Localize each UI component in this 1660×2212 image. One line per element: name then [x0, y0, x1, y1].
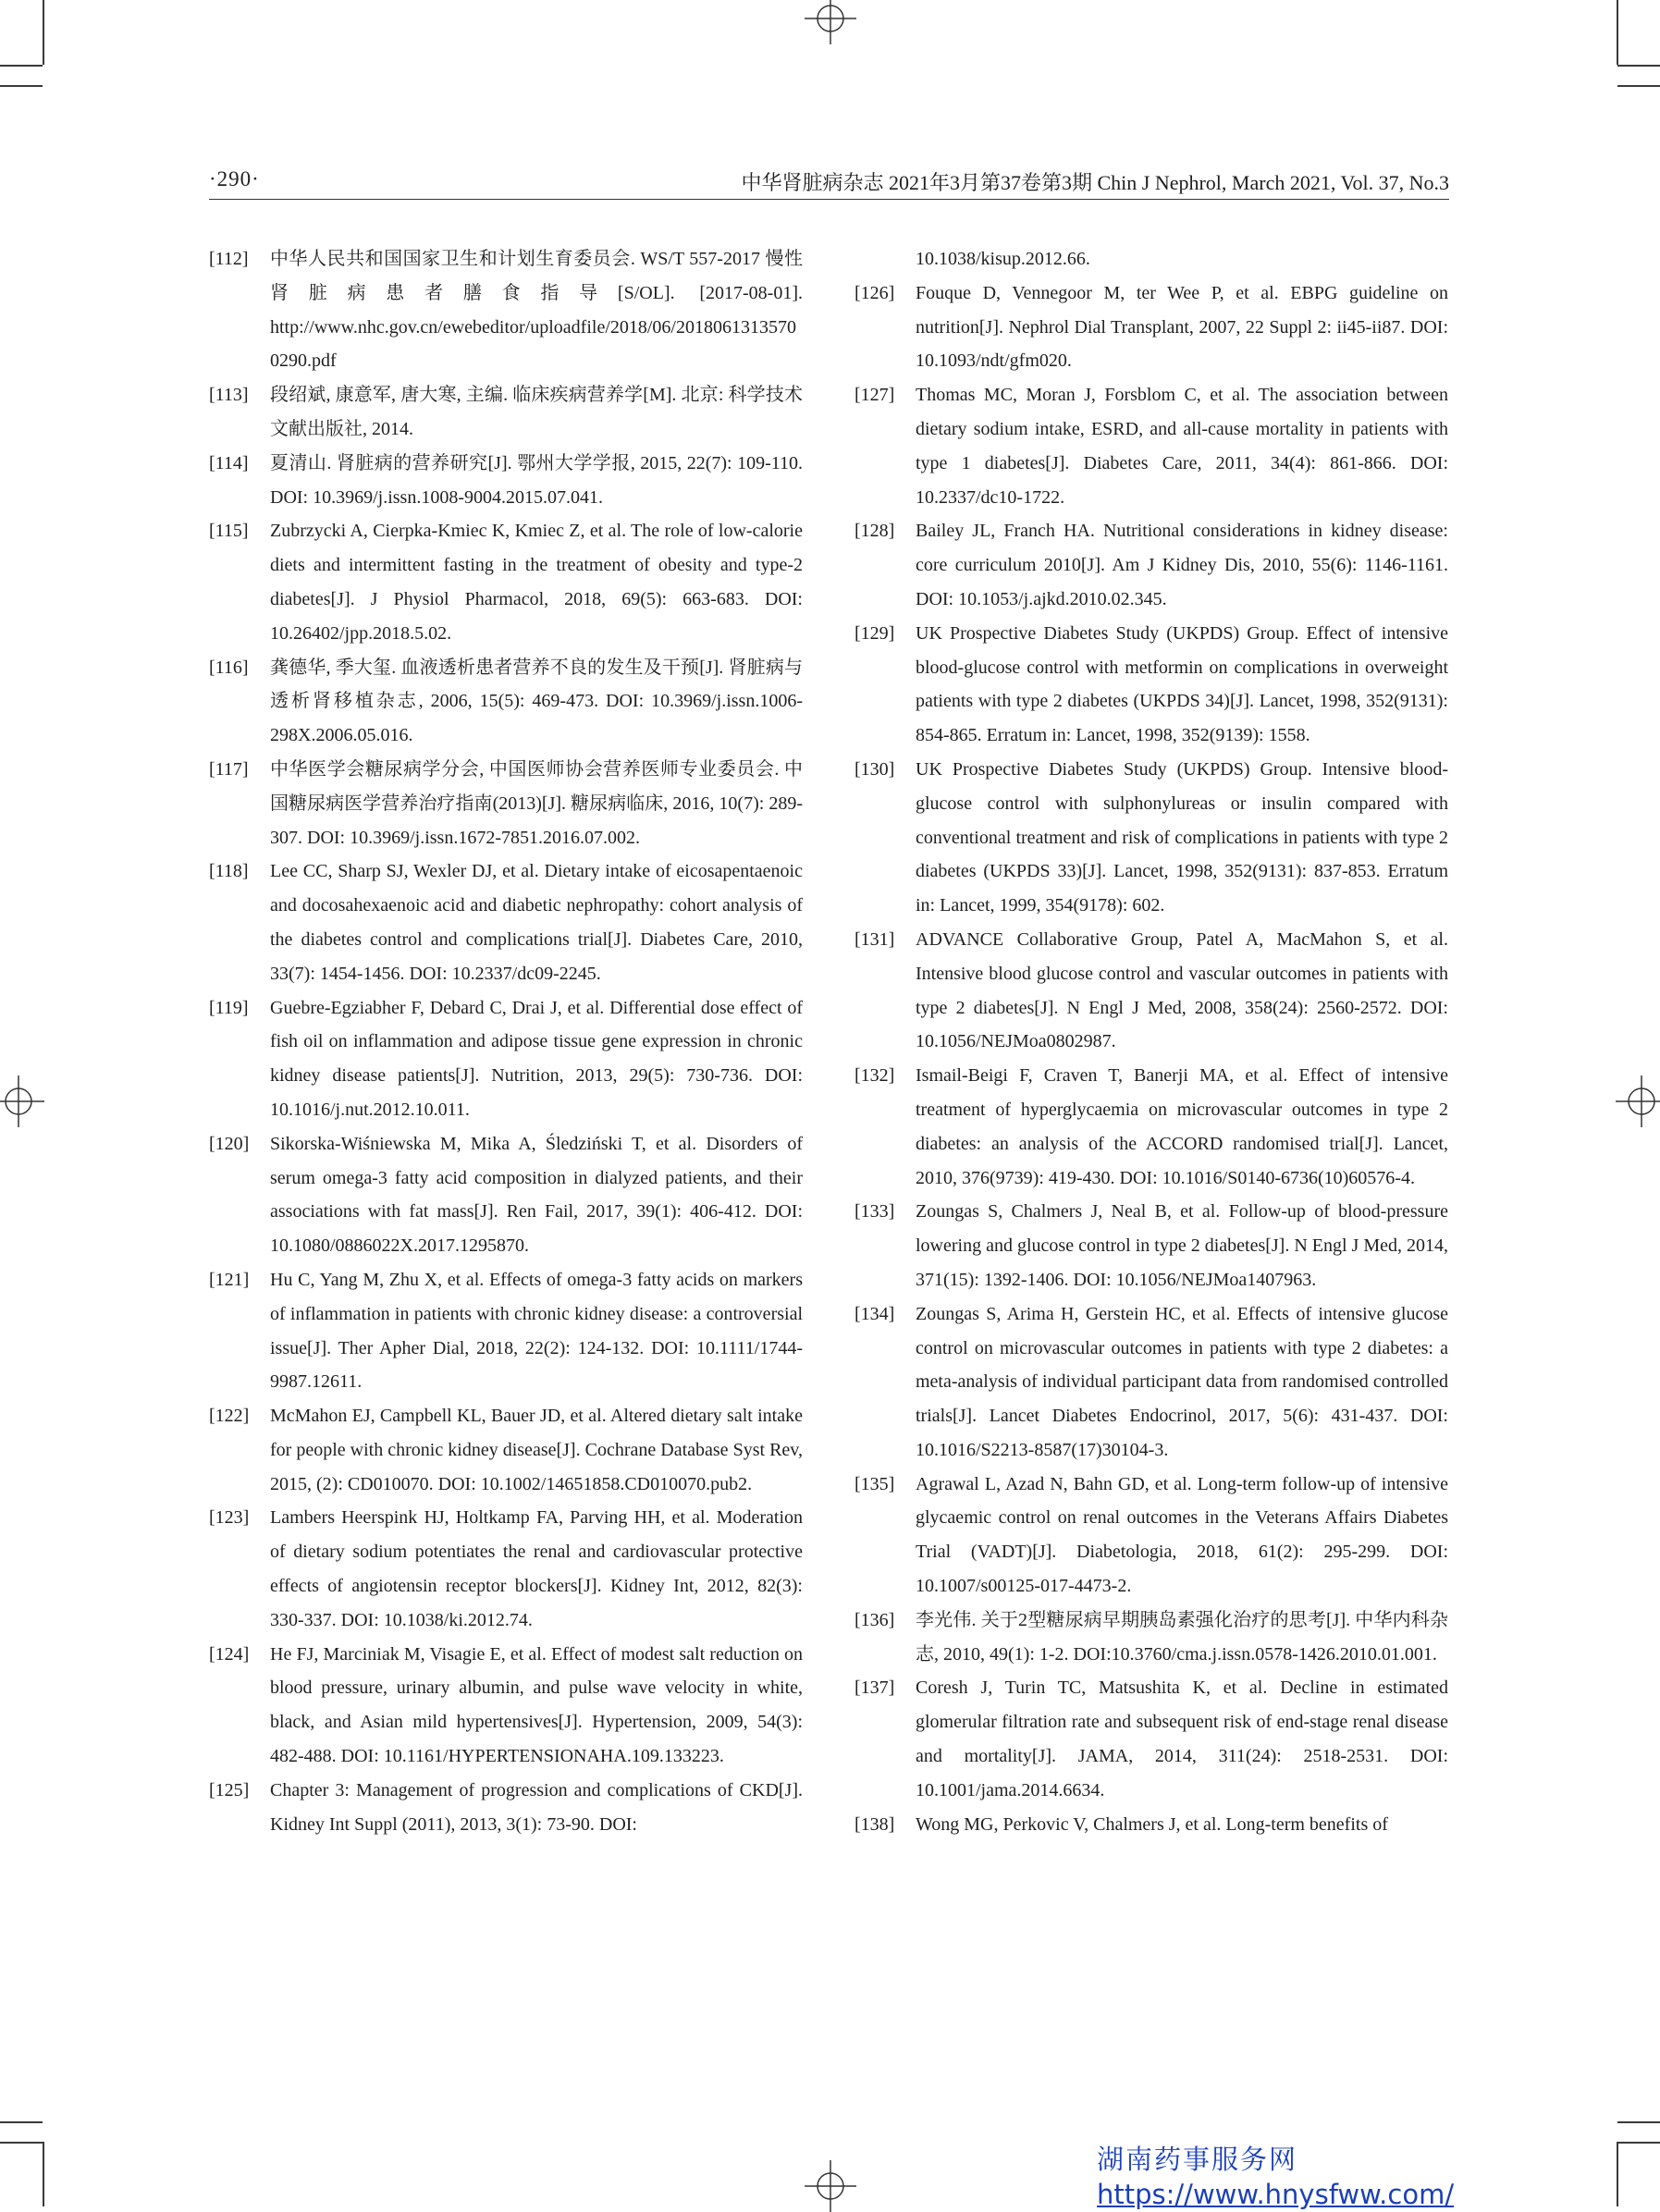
reference-text: Wong MG, Perkovic V, Chalmers J, et al. Long-term benefits of — [916, 1813, 1388, 1835]
reference-text: Zoungas S, Chalmers J, Neal B, et al. Follow-up of blood-pressure lowering and glucose control in type 2 diabetes[J]. N Engl J Med, 2014, 371(15): 1392-1406. DOI: 10.1056/NEJMoa1407963. — [916, 1201, 1448, 1290]
reference-item — [209, 447, 803, 515]
crop-mark — [1617, 0, 1618, 65]
reference-text: Zubrzycki A, Cierpka-Kmiec K, Kmiec Z, et al. The role of low-calorie diets and intermittent fasting in the treatment of obesity and type-2 diabetes[J]. J Physiol Pharmacol, 2018, 69(5): 663-683. DOI: 10.26402/jpp.2018.5.02. — [270, 521, 803, 644]
watermark — [1097, 2139, 1454, 2210]
reference-item — [855, 617, 1448, 753]
reference-number: [133] — [855, 1201, 895, 1223]
reference-item — [209, 854, 803, 990]
registration-mark-icon — [805, 0, 856, 44]
reference-column-left — [209, 242, 803, 1841]
reference-text: Lambers Heerspink HJ, Holtkamp FA, Parving HH, et al. Moderation of dietary sodium potentiates the renal and cardiovascular protective effects of angiotensin receptor blockers[J]. Kidney Int, 2012, 82(3): 330-337. DOI: 10.1038/ki.2012.74. — [270, 1507, 803, 1630]
reference-number: [130] — [855, 758, 895, 780]
reference-item — [209, 1127, 803, 1263]
reference-item — [209, 514, 803, 650]
crop-mark — [0, 85, 43, 87]
reference-item — [209, 651, 803, 753]
reference-item — [855, 1808, 1448, 1842]
reference-text: 龚德华, 季大玺. 血液透析患者营养不良的发生及干预[J]. 肾脏病与透析肾移植杂志, 2006, 15(5): 469-473. DOI: 10.3969/j.issn.1006-298X.2006.05.016. — [270, 657, 803, 746]
reference-text: Thomas MC, Moran J, Forsblom C, et al. The association between dietary sodium intake, ESRD, and all-cause mortality in patients with type 1 diabetes[J]. Diabetes Care, 2011, 34(4): 861-866. DOI: 10.2337/dc10-1722. — [916, 385, 1448, 508]
reference-number: [117] — [209, 758, 249, 780]
watermark-url[interactable]: https://www.hnysfww.com/ — [1097, 2179, 1455, 2210]
reference-item — [209, 378, 803, 447]
reference-item — [855, 378, 1448, 514]
reference-number: [125] — [209, 1779, 250, 1800]
reference-column-right — [855, 242, 1448, 1841]
reference-item — [855, 753, 1448, 923]
reference-item — [855, 1195, 1448, 1296]
reference-number: [138] — [855, 1813, 895, 1835]
reference-text: Lee CC, Sharp SJ, Wexler DJ, et al. Dietary intake of eicosapentaenoic and docosahexaenoic acid and diabetic nephropathy: cohort analysis of the diabetes control and complications trial[J]. Diabetes Care, 2010, 33(7): 1454-1456. DOI: 10.2337/dc09-2245. — [270, 861, 803, 984]
reference-number: [119] — [209, 997, 249, 1018]
reference-item — [209, 1774, 803, 1842]
reference-number: [115] — [209, 521, 249, 542]
crop-mark — [0, 2142, 43, 2144]
reference-text: Ismail-Beigi F, Craven T, Banerji MA, et al. Effect of intensive treatment of hyperglycaemia on microvascular outcomes in type 2 diabetes: an analysis of the ACCORD randomised trial[J]. Lancet, 2010, 376(9739): 419-430. DOI: 10.1016/S0140-6736(10)60576-4. — [916, 1065, 1448, 1188]
reference-item — [209, 753, 803, 854]
crop-mark — [43, 0, 44, 65]
reference-item — [209, 242, 803, 378]
reference-number: [126] — [855, 282, 895, 303]
reference-number: [122] — [209, 1406, 250, 1427]
reference-number: [121] — [209, 1269, 250, 1290]
reference-text: 中华医学会糖尿病学分会, 中国医师协会营养医师专业委员会. 中国糖尿病医学营养治疗指南(2013)[J]. 糖尿病临床, 2016, 10(7): 289-307. DOI: 10.3969/j.issn.1672-7851.2016.07.002. — [270, 758, 803, 848]
reference-item — [855, 276, 1448, 378]
reference-number: [131] — [855, 928, 895, 950]
crop-mark — [1617, 2121, 1660, 2123]
journal-citation-line: 中华肾脏病杂志 2021年3月第37卷第3期 Chin J Nephrol, March 2021, Vol. 37, No.3 — [741, 171, 1449, 194]
reference-text: Sikorska-Wiśniewska M, Mika A, Śledziński T, et al. Disorders of serum omega-3 fatty acid composition in dialyzed patients, and their associations with fat mass[J]. Ren Fail, 2017, 39(1): 406-412. DOI: 10.1080/0886022X.2017.1295870. — [270, 1133, 803, 1257]
reference-text: 中华人民共和国国家卫生和计划生育委员会. WS/T 557-2017 慢性肾脏病患者膳食指导[S/OL]. [2017-08-01]. http://www.nhc.gov.cn/ewebeditor/uploadfile/2018/06/20180613135700290.pdf — [270, 249, 803, 372]
reference-text: 李光伟. 关于2型糖尿病早期胰岛素强化治疗的思考[J]. 中华内科杂志, 2010, 49(1): 1-2. DOI:10.3760/cma.j.issn.0578-1426.2010.01.001. — [916, 1609, 1448, 1665]
crop-mark — [43, 2142, 44, 2206]
reference-number: [135] — [855, 1473, 895, 1494]
reference-text: Chapter 3: Management of progression and complications of CKD[J]. Kidney Int Suppl (2011), 2013, 3(1): 73-90. DOI: — [270, 1779, 803, 1835]
reference-item — [209, 1501, 803, 1637]
reference-item — [855, 923, 1448, 1059]
reference-number: [116] — [209, 657, 249, 678]
reference-text: ADVANCE Collaborative Group, Patel A, MacMahon S, et al. Intensive blood glucose control and vascular outcomes in patients with type 2 diabetes[J]. N Engl J Med, 2008, 358(24): 2560-2572. DOI: 10.1056/NEJMoa0802987. — [916, 928, 1448, 1052]
reference-continuation: 10.1038/kisup.2012.66. — [916, 249, 1090, 269]
crop-mark — [1617, 2142, 1660, 2144]
crop-mark — [0, 2121, 43, 2123]
reference-text: Fouque D, Vennegoor M, ter Wee P, et al. EBPG guideline on nutrition[J]. Nephrol Dial Transplant, 2007, 22 Suppl 2: ii45-ii87. DOI: 10.1093/ndt/gfm020. — [916, 282, 1448, 372]
reference-item — [209, 991, 803, 1127]
reference-item — [855, 1297, 1448, 1468]
reference-text: He FJ, Marciniak M, Visagie E, et al. Effect of modest salt reduction on blood pressure, urinary albumin, and pulse wave velocity in white, black, and Asian mild hypertensives[J]. Hypertension, 2009, 54(3): 482-488. DOI: 10.1161/HYPERTENSIONAHA.109.133223. — [270, 1643, 803, 1767]
running-header — [209, 167, 1449, 200]
reference-item — [855, 514, 1448, 616]
page-number: ·290· — [209, 167, 260, 190]
registration-mark-icon — [805, 2160, 856, 2212]
crop-mark — [1617, 85, 1660, 87]
reference-text: Agrawal L, Azad N, Bahn GD, et al. Long-term follow-up of intensive glycaemic control on renal outcomes in the Veterans Affairs Diabetes Trial (VADT)[J]. Diabetologia, 2018, 61(2): 295-299. DOI: 10.1007/s00125-017-4473-2. — [916, 1473, 1448, 1597]
reference-item — [855, 1671, 1448, 1807]
reference-number: [118] — [209, 861, 249, 882]
reference-number: [114] — [209, 452, 249, 473]
reference-text: UK Prospective Diabetes Study (UKPDS) Group. Intensive blood-glucose control with sulphonylureas or insulin compared with conventional treatment and risk of complications in patients with type 2 diabetes (UKPDS 33)[J]. Lancet, 1998, 352(9131): 837-853. Erratum in: Lancet, 1999, 354(9178): 602. — [916, 758, 1448, 916]
reference-text: Zoungas S, Arima H, Gerstein HC, et al. Effects of intensive glucose control on microvascular outcomes in patients with type 2 diabetes: a meta-analysis of individual participant data from randomised controlled trials[J]. Lancet Diabetes Endocrinol, 2017, 5(6): 431-437. DOI: 10.1016/S2213-8587(17)30104-3. — [916, 1303, 1448, 1460]
registration-mark-icon — [1616, 1075, 1660, 1127]
reference-number: [134] — [855, 1303, 895, 1324]
reference-number: [123] — [209, 1507, 250, 1529]
reference-number: [113] — [209, 385, 249, 406]
crop-mark — [1617, 65, 1660, 67]
reference-number: [136] — [855, 1609, 895, 1630]
watermark-title: 湖南药事服务网 — [1097, 2144, 1298, 2175]
reference-text: Hu C, Yang M, Zhu X, et al. Effects of omega-3 fatty acids on markers of inflammation in patients with chronic kidney disease: a controversial issue[J]. Ther Apher Dial, 2018, 22(2): 124-132. DOI: 10.1111/1744-9987.12611. — [270, 1269, 803, 1393]
crop-mark — [1617, 2142, 1618, 2206]
reference-item — [209, 1399, 803, 1501]
reference-item — [855, 1059, 1448, 1195]
registration-mark-icon — [0, 1075, 44, 1127]
reference-item — [209, 1263, 803, 1399]
reference-number: [129] — [855, 622, 895, 644]
reference-text: McMahon EJ, Campbell KL, Bauer JD, et al. Altered dietary salt intake for people with chronic kidney disease[J]. Cochrane Database Syst Rev, 2015, (2): CD010070. DOI: 10.1002/14651858.CD010070.pub2. — [270, 1406, 803, 1494]
reference-number: [137] — [855, 1677, 895, 1699]
reference-number: [124] — [209, 1643, 250, 1665]
reference-number: [128] — [855, 521, 895, 542]
reference-text: 段绍斌, 康意军, 唐大寒, 主编. 临床疾病营养学[M]. 北京: 科学技术文献出版社, 2014. — [270, 385, 803, 439]
reference-text: Bailey JL, Franch HA. Nutritional considerations in kidney disease: core curriculum 2010[J]. Am J Kidney Dis, 2010, 55(6): 1146-1161. DOI: 10.1053/j.ajkd.2010.02.345. — [916, 521, 1448, 609]
reference-item — [209, 1638, 803, 1774]
reference-number: [132] — [855, 1065, 895, 1087]
reference-number: [127] — [855, 385, 895, 406]
reference-item — [855, 1604, 1448, 1672]
crop-mark — [0, 65, 43, 67]
reference-number: [120] — [209, 1133, 250, 1154]
reference-text: Coresh J, Turin TC, Matsushita K, et al. Decline in estimated glomerular filtration rate and subsequent risk of end-stage renal disease and mortality[J]. JAMA, 2014, 311(24): 2518-2531. DOI: 10.1001/jama.2014.6634. — [916, 1677, 1448, 1800]
reference-text: 夏清山. 肾脏病的营养研究[J]. 鄂州大学学报, 2015, 22(7): 109-110. DOI: 10.3969/j.issn.1008-9004.2015.07.041. — [270, 452, 803, 508]
reference-item — [855, 1468, 1448, 1604]
reference-text: UK Prospective Diabetes Study (UKPDS) Group. Effect of intensive blood-glucose control with metformin on complications in overweight patients with type 2 diabetes (UKPDS 34)[J]. Lancet, 1998, 352(9131): 854-865. Erratum in: Lancet, 1998, 352(9139): 1558. — [916, 622, 1448, 746]
reference-text: Guebre-Egziabher F, Debard C, Drai J, et al. Differential dose effect of fish oil on inflammation and adipose tissue gene expression in chronic kidney disease patients[J]. Nutrition, 2013, 29(5): 730-736. DOI: 10.1016/j.nut.2012.10.011. — [270, 997, 803, 1120]
reference-number: [112] — [209, 249, 249, 269]
